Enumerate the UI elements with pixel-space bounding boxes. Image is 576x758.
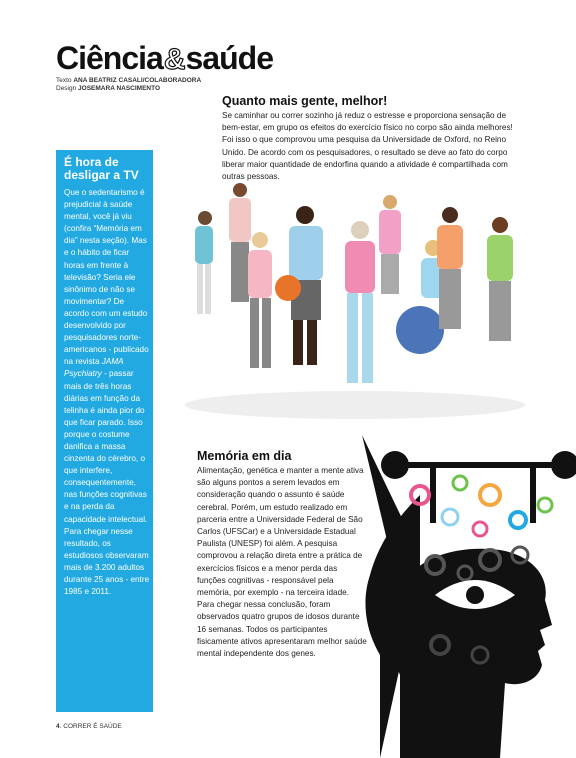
- gear-icon: [442, 509, 458, 525]
- person-figure: [487, 217, 513, 341]
- section-masthead: [56, 42, 273, 75]
- gear-icon: [453, 476, 467, 490]
- footer-section: CORRER É SAÚDE: [63, 723, 122, 730]
- credit-text-author: ANA BEATRIZ CASALI/COLABORADORA: [73, 77, 202, 84]
- sidebar-journal-name: JAMA Psychiatry: [64, 357, 124, 379]
- main-article-title: Quanto mais gente, melhor!: [222, 94, 388, 108]
- memory-article-body: Alimentação, genética e manter a mente ativa são alguns pontos a serem levados em consideração quando o assunto é saúde cerebral. Porém, um estudo realizado em parceria entre a Universidade Federal de São Carlos (UFSCar) e a Universidade Estadual Paulista (UNESP) foi além. A pesquisa comprovou a relação direta entre a prática de exercícios físicos e a menor perda das funções cognitivas - responsável pela memória, por exemplo - na terceira idade. Para chegar nessa conclusão, foram observados quatro grupos de idosos durante 16 semanas. Todos os participantes fisicamente ativos apresentaram melhor saúde mental independente dos genes.: [197, 466, 367, 659]
- person-figure: [379, 195, 401, 294]
- masthead-ampersand: &: [163, 43, 185, 76]
- head-gears-illustration: [340, 425, 576, 758]
- people-exercising-illustration: [165, 170, 540, 425]
- gear-icon: [538, 498, 552, 512]
- credit-text-label: Texto: [56, 77, 72, 84]
- person-figure: [275, 206, 323, 365]
- credit-design-label: Design: [56, 84, 77, 92]
- exercise-ball-icon: [396, 306, 444, 354]
- person-figure: [437, 207, 463, 329]
- sidebar-body-after: - passar mais de três horas diárias em função da telinha é ainda pior do que ficar parado. Isso porque o costume danifica a massa cinzenta do cérebro, o que interfere, consequentemente, nas funções cognitivas e na perda da capacidade intelectual. Para chegar nesse resultado, os estudiosos observaram mais de 3.200 adultos durante 25 anos - entre 1985 e 2011.: [64, 369, 150, 597]
- page-footer: [56, 723, 122, 730]
- credit-design-author: JOSEMARA NASCIMENTO: [78, 84, 161, 92]
- person-figure: [195, 211, 213, 314]
- sidebar-title: É hora de desligar a TV: [64, 155, 139, 182]
- basketball-icon: [275, 275, 301, 301]
- sidebar-body: [64, 187, 150, 598]
- gear-icon: [473, 522, 487, 536]
- credits: [56, 77, 201, 92]
- person-figure: [248, 232, 272, 368]
- gear-icon: [510, 512, 526, 528]
- person-figure: [345, 221, 375, 383]
- memory-article-title: Memória em dia: [197, 449, 292, 463]
- person-figure: [229, 183, 251, 302]
- sidebar-box: [56, 150, 153, 712]
- page-number: 4: [56, 723, 60, 730]
- footer-separator: .: [59, 723, 62, 730]
- masthead-word1: Ciência: [56, 40, 163, 76]
- gear-icon: [480, 485, 500, 505]
- masthead-word2: saúde: [185, 40, 273, 76]
- main-article-body: Se caminhar ou correr sozinho já reduz o estresse e proporciona sensação de bem-estar, em grupo os efeitos do exercício físico no corpo são ainda melhores! Foi isso o que comprovou uma pesquisa da Universidade de Oxford, no Reino Unido. De acordo com os pesquisadores, o resultado se deve ao fato do corpo liberar maior quantidade de endorfina quando a atividade é compartilhada com outras pessoas.: [222, 111, 513, 182]
- sidebar-body-before: Que o sedentarismo é prejudicial à saúde mental, você já viu (confira “Memória em dia” nesta seção). Mas e o hábito de ficar horas em frente à televisão? Seria ele sinônimo de não se movimentar? De acordo com um estudo desenvolvido por pesquisadores norte-americanos - publicado na revista: [64, 188, 149, 367]
